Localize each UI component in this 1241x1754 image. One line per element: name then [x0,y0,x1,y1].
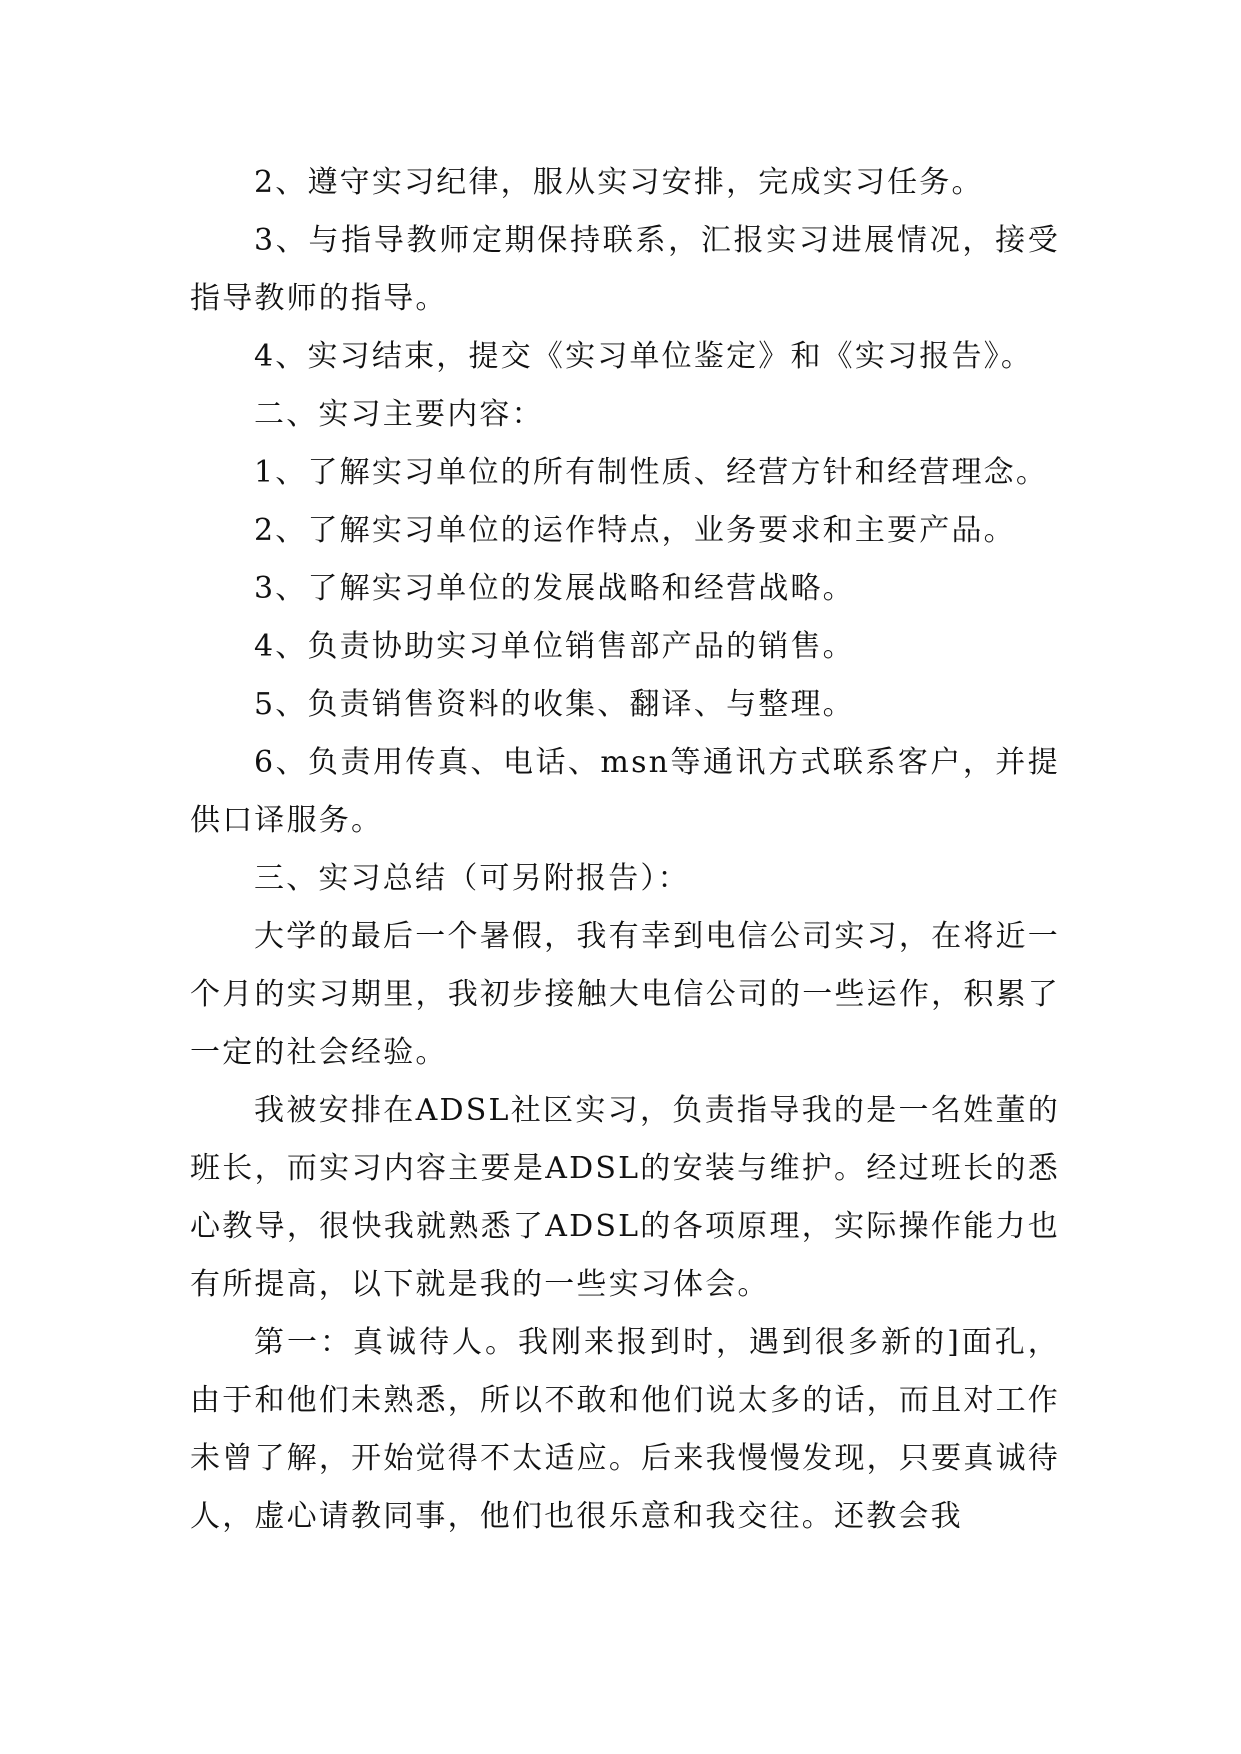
paragraph-content-1: 1、了解实习单位的所有制性质、经营方针和经营理念。 [254,455,1049,490]
paragraph-content-6: 6、负责用传真、电话、msn等通讯方式联系客户，并提供口译服务。 [190,745,1060,838]
section-heading-summary: 三、实习总结（可另附报告）： [254,861,690,896]
paragraph-content-3: 3、了解实习单位的发展战略和经营战略。 [254,571,855,606]
paragraph-adsl-assignment: 我被安排在ADSL社区实习，负责指导我的是一名姓董的班长，而实习内容主要是ADSL的安装与维护。经过班长的悉心教导，很快我就熟悉了ADSL的各项原理，实际操作能力也有所提高，以下就是我的一些实习体会。 [190,1093,1060,1302]
section-heading-main-content: 二、实习主要内容： [254,397,544,432]
paragraph-content-4: 4、负责协助实习单位销售部产品的销售。 [254,629,855,664]
paragraph-sincerity: 第一：真诚待人。我刚来报到时，遇到很多新的]面孔，由于和他们未熟悉，所以不敢和他们说太多的话，而且对工作未曾了解，开始觉得不太适应。后来我慢慢发现，只要真诚待人，虚心请教同事，他们也很乐意和我交往。还教会我 [190,1325,1060,1534]
paragraph-contact-teacher: 3、与指导教师定期保持联系，汇报实习进展情况，接受指导教师的指导。 [190,223,1060,316]
paragraph-discipline: 2、遵守实习纪律，服从实习安排，完成实习任务。 [254,165,984,200]
paragraph-summary-intro: 大学的最后一个暑假，我有幸到电信公司实习，在将近一个月的实习期里，我初步接触大电信公司的一些运作，积累了一定的社会经验。 [190,919,1060,1070]
document-body [190,154,1060,1546]
paragraph-submit-report: 4、实习结束，提交《实习单位鉴定》和《实习报告》。 [254,339,1034,374]
paragraph-content-5: 5、负责销售资料的收集、翻译、与整理。 [254,687,855,722]
paragraph-content-2: 2、了解实习单位的运作特点，业务要求和主要产品。 [254,513,1016,548]
